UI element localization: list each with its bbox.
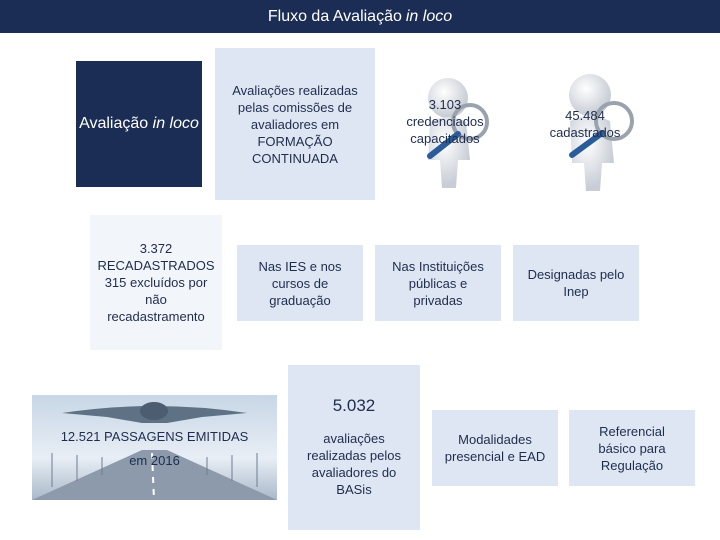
recadastrados-number: 3.372 xyxy=(139,241,173,256)
cadastrados-number: 45.484 xyxy=(565,108,605,123)
formacao-text: Avaliações realizadas pelas comissões de avaliadores em FORMAÇÃO CONTINUADA xyxy=(232,82,358,166)
formacao-box xyxy=(215,48,375,200)
passagens-line1: 12.521 PASSAGENS EMITIDAS xyxy=(60,429,249,444)
page-title xyxy=(0,0,720,33)
ies-text: Nas IES e nos cursos de graduação xyxy=(258,258,342,308)
recadastramento-label: recadastramento xyxy=(107,309,205,324)
basis-text: avaliações realizadas pelos avaliadores do BASis xyxy=(307,431,401,497)
inep-box xyxy=(513,245,639,321)
modalidades-text: Modalidades presencial e EAD xyxy=(444,432,546,464)
inep-text: Designadas pelo Inep xyxy=(527,267,625,299)
ies-box xyxy=(237,245,363,321)
avaliacao-italic: in loco xyxy=(152,115,199,132)
referencial-text: Referencial básico para Regulação xyxy=(598,423,666,473)
instituicoes-text: Nas Instituições públicas e privadas xyxy=(392,258,484,308)
credenciados-label: credenciados xyxy=(406,114,484,129)
credenciados-number: 3.103 xyxy=(428,97,462,112)
credenciados-figure xyxy=(380,60,510,190)
cadastrados-figure xyxy=(520,55,650,195)
title-italic: in loco xyxy=(405,7,453,25)
nao-label: não xyxy=(145,292,167,307)
avaliacao-in-loco-box xyxy=(76,61,202,187)
basis-number: 5.032 xyxy=(332,396,376,415)
recadastrados-box xyxy=(90,215,222,350)
recadastrados-label: RECADASTRADOS xyxy=(97,258,215,273)
capacitados-label: capacitados xyxy=(410,131,480,146)
airport-image xyxy=(32,395,277,500)
cadastrados-label: cadastrados xyxy=(549,125,621,140)
excluidos-label: 315 excluídos por xyxy=(104,275,208,290)
modalidades-box xyxy=(432,410,558,486)
passagens-line2: em 2016 xyxy=(129,453,180,468)
basis-box xyxy=(288,365,420,530)
avaliacao-label: Avaliação xyxy=(79,115,149,132)
instituicoes-box xyxy=(375,245,501,321)
referencial-box xyxy=(569,410,695,486)
title-text: Fluxo da Avaliação xyxy=(267,7,402,25)
airport-photo xyxy=(32,395,277,500)
